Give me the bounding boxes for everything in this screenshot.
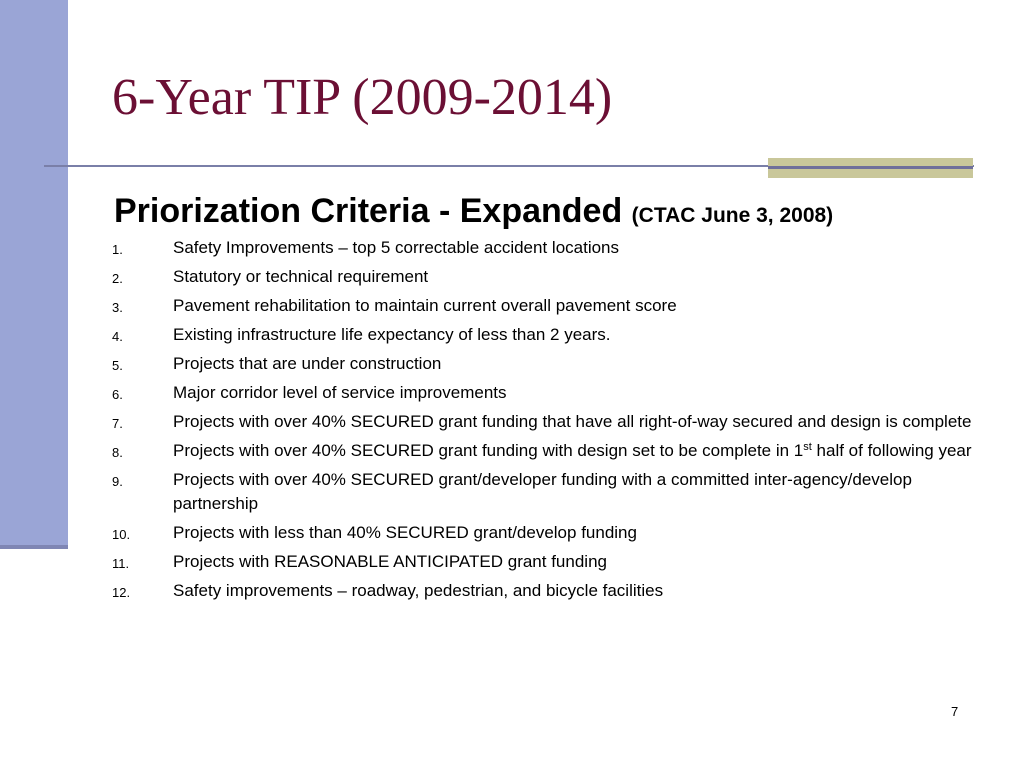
list-item-number: 4. <box>112 329 123 344</box>
page-number: 7 <box>951 704 959 719</box>
list-item <box>112 579 972 603</box>
list-item <box>112 265 972 289</box>
list-item <box>112 521 972 545</box>
accent-stripe <box>768 166 973 169</box>
list-item-number: 11. <box>112 555 130 571</box>
list-item-number: 8. <box>112 445 123 460</box>
list-item-text: Projects with REASONABLE ANTICIPATED grant funding <box>173 551 607 571</box>
list-item-superscript: st <box>803 441 812 453</box>
list-item <box>112 294 972 318</box>
list-item-text: Safety improvements – roadway, pedestrian, and bicycle facilities <box>173 580 664 600</box>
list-item-number: 3. <box>112 300 123 315</box>
list-item-text: Projects with less than 40% SECURED grant/develop funding <box>173 522 637 542</box>
list-item <box>112 550 972 574</box>
list-item-number: 10. <box>112 526 131 542</box>
list-item-number: 12. <box>112 584 131 600</box>
list-item-text: Statutory or technical requirement <box>173 267 429 286</box>
left-decorative-bar <box>0 0 68 545</box>
list-item <box>112 323 972 347</box>
list-item-number: 5. <box>112 358 123 373</box>
list-item-text: Safety Improvements – top 5 correctable accident locations <box>173 238 620 257</box>
list-item <box>112 352 972 376</box>
list-item-text: Pavement rehabilitation to maintain current overall pavement score <box>173 296 677 315</box>
list-item-number: 1. <box>112 242 123 257</box>
list-item-text-after: half of following year <box>811 441 972 460</box>
list-item <box>112 439 972 463</box>
list-item-text: Projects that are under construction <box>173 354 442 373</box>
list-item-text: Existing infrastructure life expectancy of less than 2 years. <box>173 325 611 344</box>
list-item <box>112 468 972 515</box>
criteria-list <box>112 236 972 608</box>
subtitle-main: Priorization Criteria - Expanded <box>114 192 623 230</box>
list-item-text-before: Projects with over 40% SECURED grant funding with design set to be complete in 1 <box>173 441 804 460</box>
list-item-number: 6. <box>112 387 123 402</box>
list-item-text: Projects with over 40% SECURED grant/developer funding with a committed inter-agency/develop partnership <box>173 470 912 513</box>
list-item <box>112 381 972 405</box>
list-item-text: Projects with over 40% SECURED grant funding that have all right-of-way secured and design is complete <box>173 412 972 431</box>
list-item-number: 7. <box>112 416 123 431</box>
list-item-number: 2. <box>112 271 123 286</box>
slide-title: 6-Year TIP (2009-2014) <box>112 69 613 126</box>
left-bar-shadow <box>0 545 68 549</box>
list-item-text: Major corridor level of service improvements <box>173 383 507 402</box>
list-item-number: 9. <box>112 474 123 489</box>
subtitle-note: (CTAC June 3, 2008) <box>631 204 834 227</box>
slide-subtitle <box>114 190 833 237</box>
list-item <box>112 236 972 260</box>
list-item <box>112 410 972 434</box>
